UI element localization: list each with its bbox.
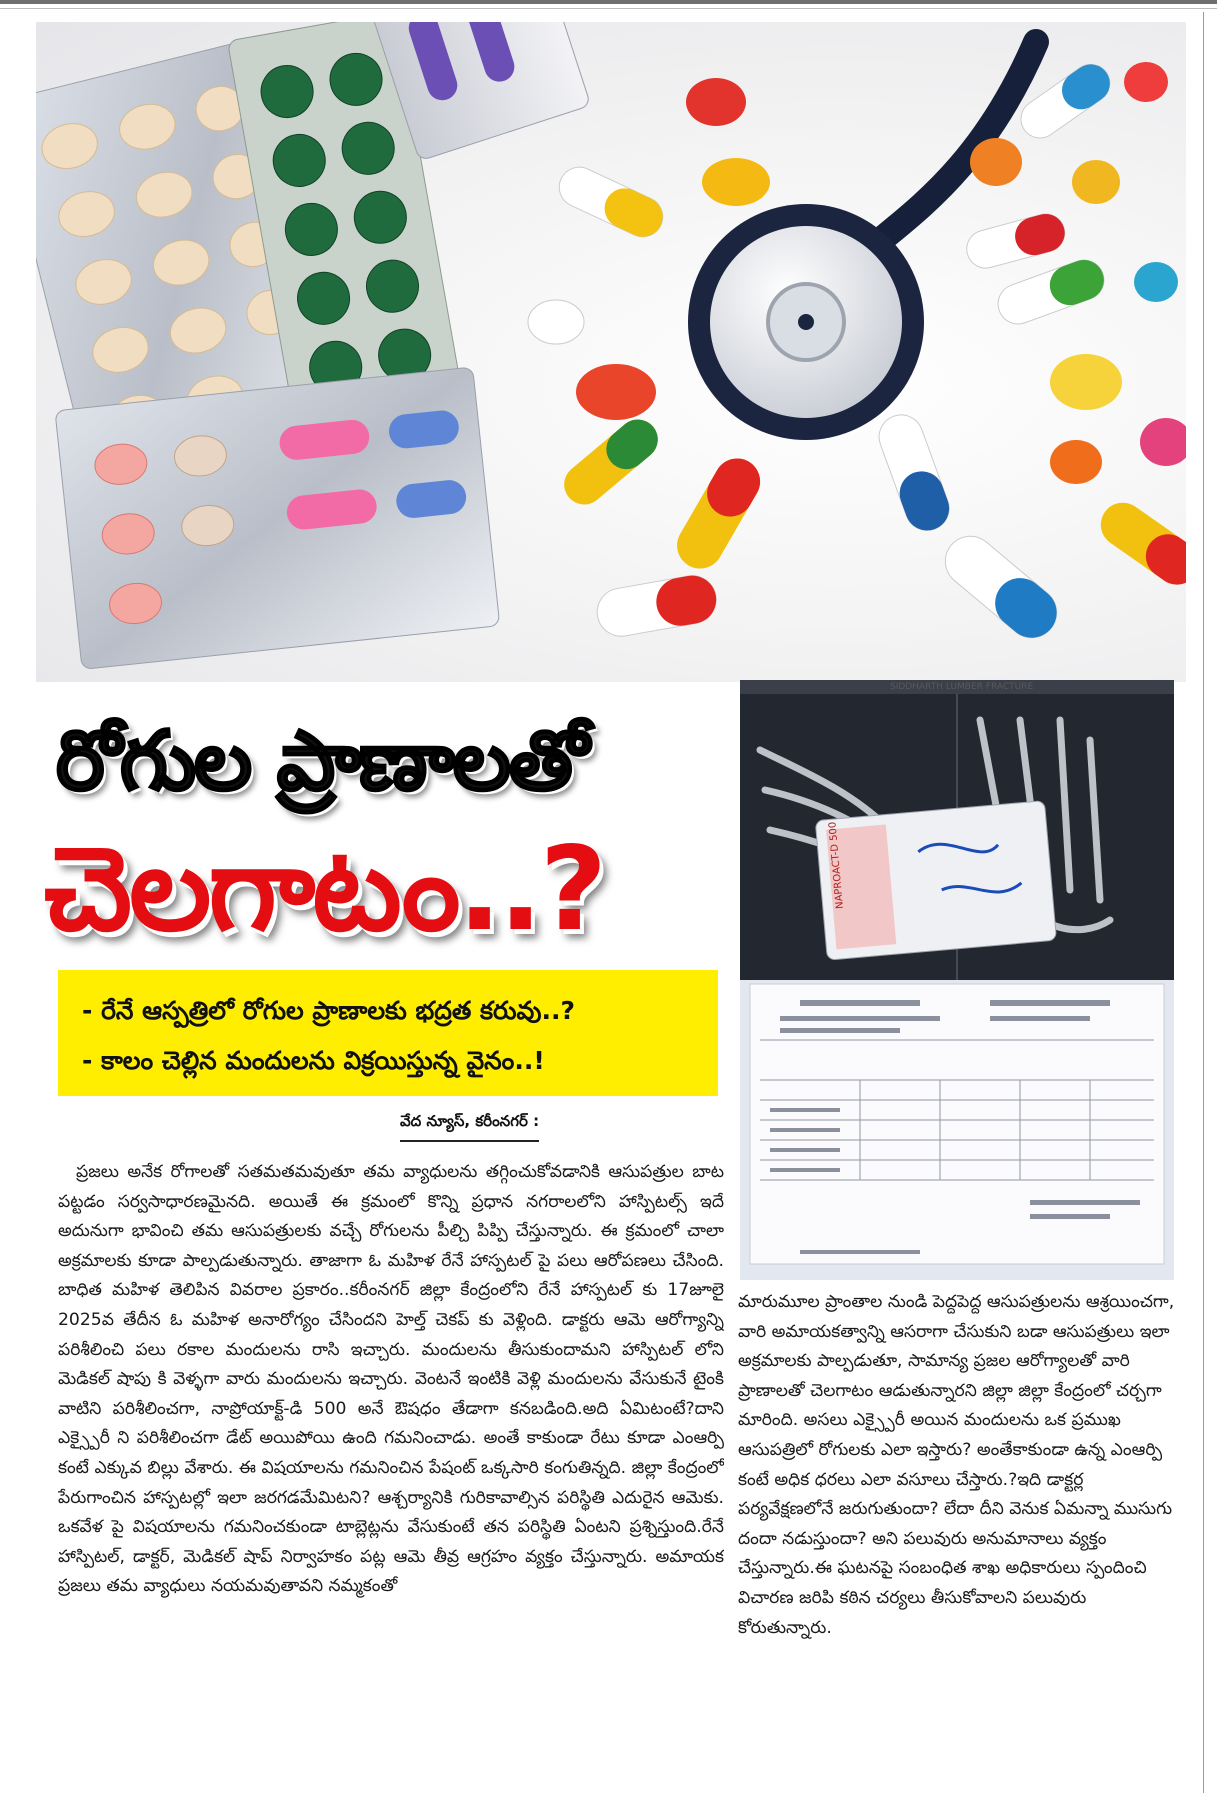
article-body-right: మారుమూల ప్రాంతాల నుండి పెద్దపెద్ద ఆసుపత్రులను ఆశ్రయించగా, వారి అమాయకత్వాన్ని ఆసరాగా చేసుకుని బడా ఆసుపత్రులు ఇలా అక్రమాలకు పాల్పడుతూ, సామాన్య ప్రజల ఆరోగ్యాలతో వారి ప్రాణాలతో చెలగాటం ఆడుతున్నారని జిల్లా జిల్లా కేంద్రంలో చర్చగా మారింది. అసలు ఎక్స్పైరీ అయిన మందులను ఒక ప్రముఖ ఆసుపత్రిలో రోగులకు ఎలా ఇస్తారు? అంతేకాకుండా ఉన్న ఎంఆర్పి కంటే అధిక ధరలు ఎలా వసూలు చేస్తారు.?ఇది డాక్టర్ల పర్యవేక్షణలోనే జరుగుతుందా? లేదా దీని వెనుక ఏమన్నా ముసుగు దందా నడుస్తుందా? అని పలువురు అనుమానాలు వ్యక్తం చేస్తున్నారు.ఈ ఘటనపై సంబంధిత శాఖ అధికారులు స్పందించి విచారణ జరిపి కఠిన చర్యలు తీసుకోవాలని పలువురు కోరుతున్నారు. bbox=[738, 1292, 1175, 1638]
article-body-left: ప్రజలు అనేక రోగాలతో సతమతమవుతూ తమ వ్యాధులను తగ్గించుకోవడానికి ఆసుపత్రుల బాట పట్టడం సర్వసాధారణమైనది. అయితే ఈ క్రమంలో కొన్ని ప్రధాన నగరాలలోని హాస్పిటల్స్ ఇదే అదునుగా భావించి తమ ఆసుపత్రులకు వచ్చే రోగులను పీల్చి పిప్పి చేస్తున్నారు. ఈ క్రమంలో చాలా అక్రమాలకు కూడా పాల్పడుతున్నారు. తాజాగా ఓ మహిళ రేనే హాస్పటల్ పై పలు ఆరోపణలు చేసింది. బాధిత మహిళ తెలిపిన వివరాల ప్రకారం..కరీంనగర్ జిల్లా కేంద్రంలోని రేనే హాస్పటల్ కు 17జూలై 2025వ తేదీన ఓ మహిళ అనారోగ్యం చేసిందని హెల్త్ చెకప్ కు వెళ్లింది. డాక్టరు ఆమె ఆరోగ్యాన్ని పరిశీలించి పలు రకాల మందులను రాసి ఇచ్చారు. మందులను తీసుకుందామని హాస్పిటల్ లోని మెడికల్ షాపు కి వెళ్ళగా వారు మందులను ఇచ్చారు. వెంటనే ఇంటికి వెళ్లి మందులను వేసుకునే టైంకి వాటిని పరిశీలించగా, నాప్రోయాక్ట్-డి 500 అనే ఔషధం తేడాగా కనబడింది.అది ఏమిటంటే?దాని ఎక్స్పైరీ ని పరిశీలించగా డేట్ అయిపోయి ఉంది గమనించాడు. అంతే కాకుండా రేటు కూడా ఎంఆర్పి కంటే ఎక్కువ బిల్లు వేశారు. ఈ విషయాలను గమనించిన పేషంట్ ఒక్కసారి కంగుతిన్నది. జిల్లా కేంద్రంలో పేరుగాంచిన హాస్పటల్లో ఇలా జరగడమేమిటని? ఆశ్చర్యానికి గురికావాల్సిన పరిస్థితి ఎదురైన ఆమెకు. ఒకవేళ పై విషయాలను గమనించకుండా టాబ్లెట్లను వేసుకుంటే తన పరిస్థితి ఏంటని ప్రశ్నిస్తుంది.రేనే హాస్పిటల్, డాక్టర్, మెడికల్ షాప్ నిర్వాహకం పట్ల ఆమె తీవ్ర ఆగ్రహం వ్యక్తం చేస్తున్నారు. అమాయక ప్రజలు తమ వ్యాధులు నయమవుతావని నమ్మకంతో bbox=[58, 1162, 724, 1597]
subhead-1: - రేనే ఆస్పత్రిలో రోగుల ప్రాణాలకు భద్రత కరువు..? bbox=[82, 996, 575, 1025]
svg-text:NAPROACT-D 500: NAPROACT-D 500 bbox=[827, 821, 846, 910]
top-rule bbox=[0, 0, 1217, 4]
inset-header-text: SIDDHARTH LUMBER FRACTURE bbox=[890, 682, 1034, 692]
column-rule bbox=[1203, 12, 1204, 1793]
byline: వేద న్యూస్, కరీంనగర్ : bbox=[400, 1112, 539, 1142]
medicine-strip bbox=[815, 801, 1056, 961]
headline-line-2: చెలగాటం..? bbox=[44, 822, 605, 957]
top-rule-thin bbox=[0, 8, 1217, 9]
subhead-2: - కాలం చెల్లిన మందులను విక్రయిస్తున్న వైనం..! bbox=[82, 1046, 545, 1075]
headline-line-1: రోగుల ప్రాణాలతో bbox=[56, 714, 587, 809]
blister-pack-lower bbox=[55, 367, 500, 669]
medicines-illustration bbox=[36, 22, 1186, 682]
hero-medicines-photo bbox=[36, 22, 1186, 682]
evidence-photo bbox=[740, 680, 1174, 1280]
subhead-box bbox=[58, 970, 718, 1096]
xray-and-receipt-photo bbox=[740, 680, 1174, 1280]
